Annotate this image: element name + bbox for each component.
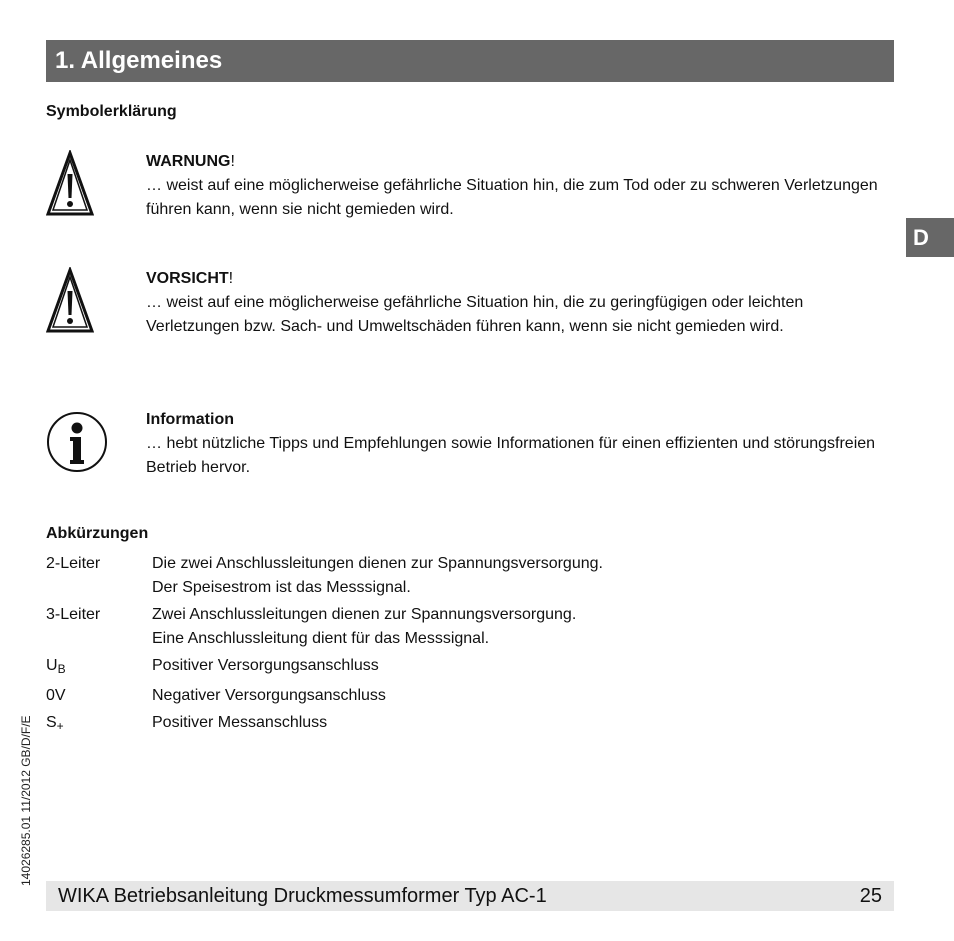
symbols-heading: Symbolerklärung xyxy=(46,103,177,120)
abbreviation-row xyxy=(46,654,852,681)
symbol-description: … weist auf eine möglicherweise gefährliche Situation hin, die zum Tod oder zu schweren Verletzungen führen kann, wenn sie nicht gemieden wird. xyxy=(146,177,878,218)
abbreviation-term: $S_+$ xyxy=(46,714,64,733)
abbreviation-description: Positiver Versorgungsanschluss xyxy=(152,657,379,674)
abbreviation-term: 3-Leiter xyxy=(46,606,101,623)
abbreviation-row xyxy=(46,552,852,600)
abbreviations-table xyxy=(46,552,852,741)
abbreviation-description: Negativer Versorgungsanschluss xyxy=(152,687,386,704)
symbol-title: VORSICHT xyxy=(146,270,229,287)
warning-triangle-icon xyxy=(46,150,94,218)
symbol-title: WARNUNG xyxy=(146,153,231,170)
abbreviations-heading: Abkürzungen xyxy=(46,525,149,542)
abbreviation-row xyxy=(46,684,852,708)
document-code: 14026285.01 11/2012 GB/D/F/E xyxy=(19,715,33,886)
abbreviation-description: Zwei Anschlussleitungen dienen zur Spannungsversorgung. xyxy=(152,606,577,623)
symbol-description: … weist auf eine möglicherweise gefährliche Situation hin, die zu geringfügigen oder leichten Verletzungen bzw. Sach- und Umweltschäden führen kann, wenn sie nicht gemieden wird. xyxy=(146,294,804,335)
page-number: 25 xyxy=(859,885,882,907)
abbreviation-row xyxy=(46,603,852,651)
symbol-title-suffix: ! xyxy=(228,270,234,287)
information-icon xyxy=(46,406,108,478)
footer-title: WIKA Betriebsanleitung Druckmessumformer Typ AC-1 xyxy=(58,885,547,907)
abbreviation-term: $U_B$ xyxy=(46,657,66,676)
abbreviation-description: Der Speisestrom ist das Messsignal. xyxy=(152,579,411,596)
abbreviation-description: Positiver Messanschluss xyxy=(152,714,328,731)
abbreviation-term: 0V xyxy=(46,687,66,704)
abbreviation-term: 2-Leiter xyxy=(46,555,101,572)
symbol-description: … hebt nützliche Tipps und Empfehlungen sowie Informationen für einen effizienten und störungsfreien Betrieb hervor. xyxy=(146,435,876,476)
caution-triangle-icon xyxy=(46,267,94,335)
language-tab: D xyxy=(906,218,954,257)
abbreviation-row xyxy=(46,711,852,738)
abbreviation-description: Die zwei Anschlussleitungen dienen zur Spannungsversorgung. xyxy=(152,555,603,572)
symbol-title: Information xyxy=(146,411,234,428)
section-title: 1. Allgemeines xyxy=(55,47,223,74)
abbreviation-description: Eine Anschlussleitung dient für das Messsignal. xyxy=(152,630,490,647)
symbol-title-suffix: ! xyxy=(230,153,235,170)
page-footer xyxy=(46,881,894,911)
section-header xyxy=(46,40,894,82)
